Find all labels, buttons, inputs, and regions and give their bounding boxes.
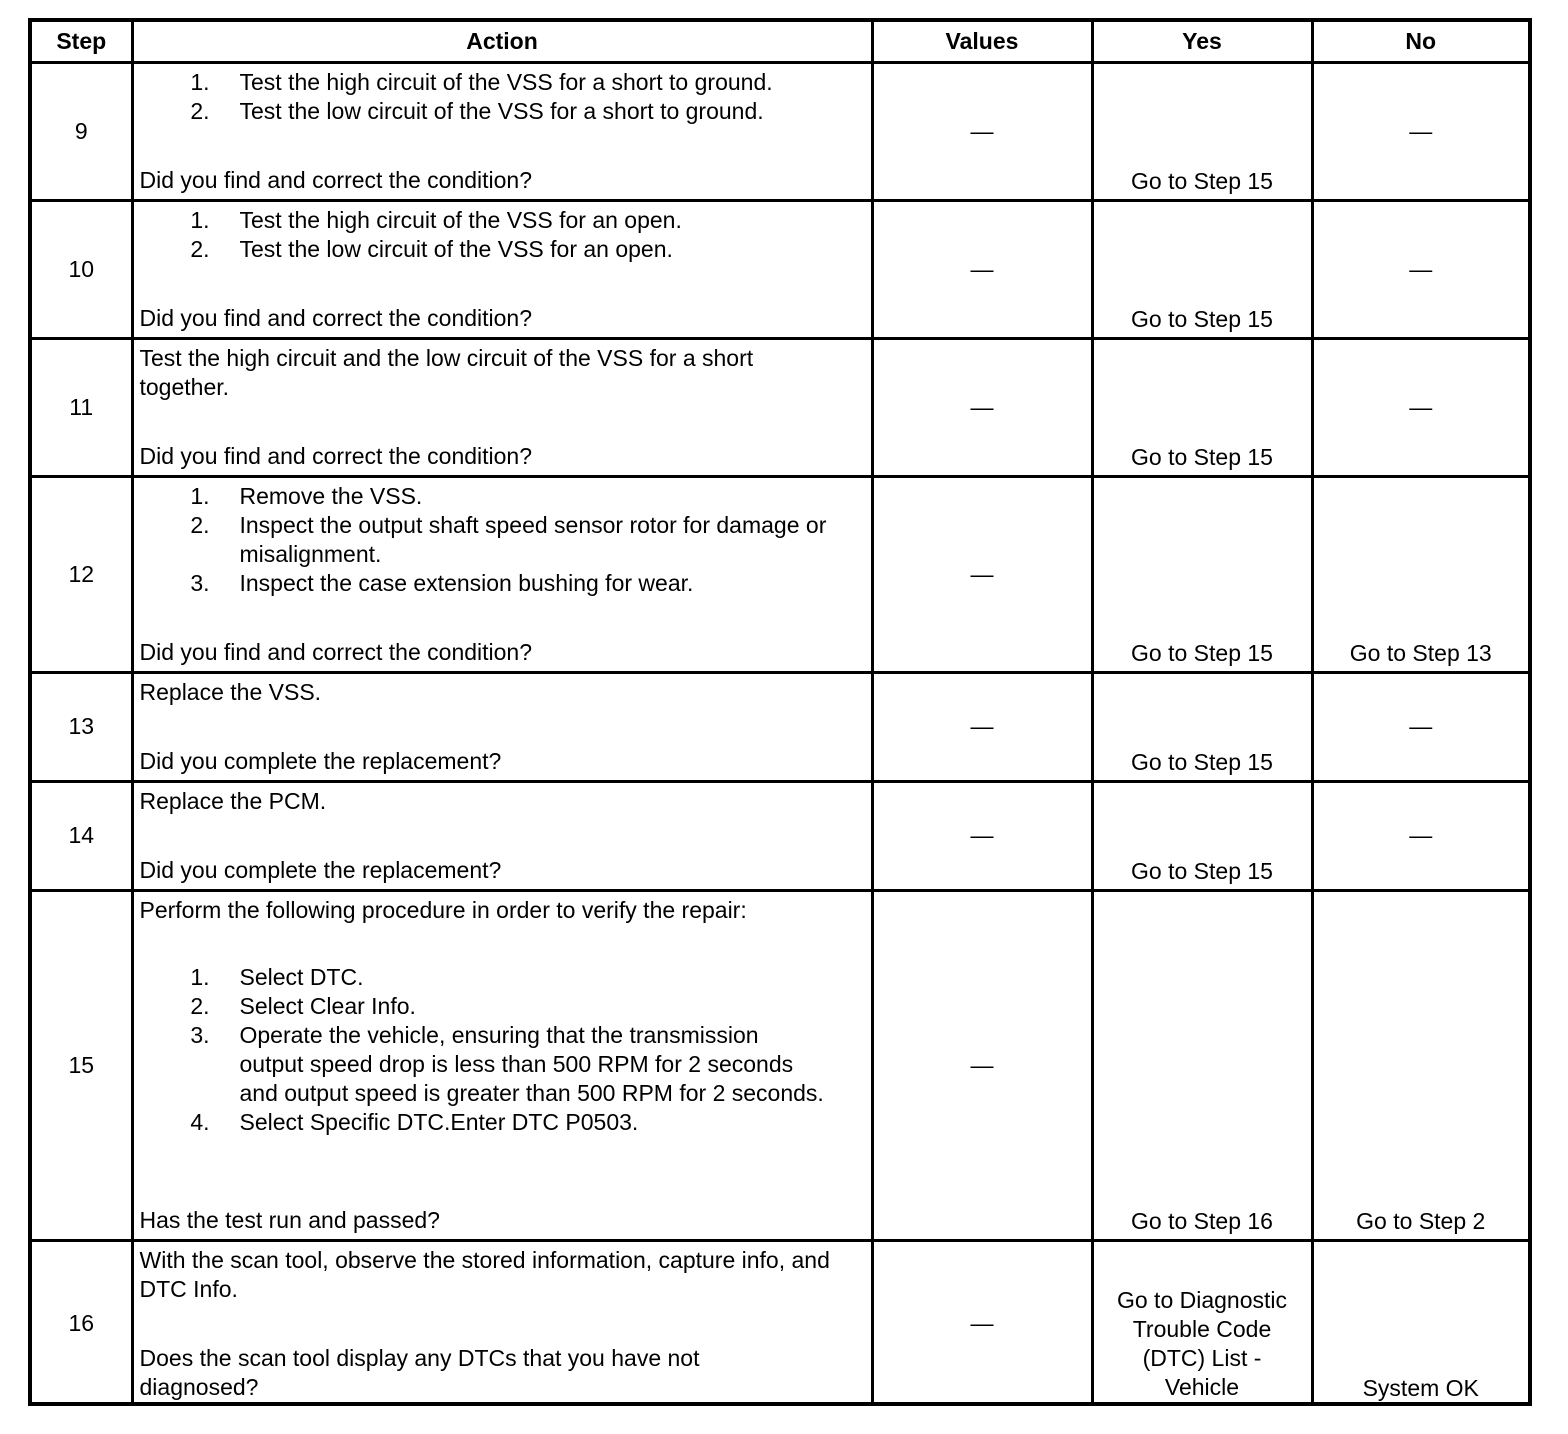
list-item: 3. Operate the vehicle, ensuring that the transmission output speed drop is less than 500 RPM for 2 seconds and output speed is greater than 500 RPM for 2 seconds. <box>190 1021 824 1106</box>
action-list <box>140 482 865 598</box>
list-item: 2. Test the low circuit of the VSS for a short to ground. <box>190 97 764 124</box>
list-item: 2. Test the low circuit of the VSS for an open. <box>190 235 673 262</box>
step-number: 11 <box>32 338 132 476</box>
action-question: Did you complete the replacement? <box>139 747 502 774</box>
header-step: Step <box>32 22 132 62</box>
table-header-row <box>32 22 1528 62</box>
values-cell: — <box>872 338 1092 476</box>
values-cell: — <box>872 476 1092 672</box>
action-list <box>140 206 865 264</box>
header-values: Values <box>872 22 1092 62</box>
action-question: Did you complete the replacement? <box>139 856 502 883</box>
action-cell <box>132 338 872 476</box>
yes-cell: Go to Step 15 <box>1092 62 1312 200</box>
header-yes: Yes <box>1092 22 1312 62</box>
yes-cell: Go to Step 15 <box>1092 476 1312 672</box>
values-cell: — <box>872 781 1092 890</box>
yes-cell: Go to Step 16 <box>1092 890 1312 1240</box>
action-lead: Replace the VSS. <box>139 678 322 705</box>
action-cell <box>132 200 872 338</box>
action-list <box>140 68 865 126</box>
values-cell: — <box>872 890 1092 1240</box>
no-cell: Go to Step 13 <box>1312 476 1528 672</box>
action-question: Did you find and correct the condition? <box>139 638 533 665</box>
yes-cell: Go to Step 15 <box>1092 200 1312 338</box>
yes-cell: Go to Step 15 <box>1092 672 1312 781</box>
action-question: Did you find and correct the condition? <box>139 166 533 193</box>
table-row <box>32 62 1528 200</box>
action-question: Has the test run and passed? <box>139 1206 440 1233</box>
table-row <box>32 338 1528 476</box>
table-row <box>32 781 1528 890</box>
header-action: Action <box>132 22 872 62</box>
step-number: 14 <box>32 781 132 890</box>
no-cell: — <box>1312 200 1528 338</box>
values-cell: — <box>872 62 1092 200</box>
no-cell: — <box>1312 672 1528 781</box>
step-number: 13 <box>32 672 132 781</box>
list-item: 1. Select DTC. <box>190 963 364 990</box>
values-cell: — <box>872 672 1092 781</box>
yes-cell: Go to Step 15 <box>1092 781 1312 890</box>
table-row <box>32 200 1528 338</box>
list-item: 1. Test the high circuit of the VSS for an open. <box>190 206 682 233</box>
list-item: 3. Inspect the case extension bushing for wear. <box>190 569 694 596</box>
action-cell <box>132 672 872 781</box>
step-number: 15 <box>32 890 132 1240</box>
list-item: 2. Select Clear Info. <box>190 992 416 1019</box>
diagnostic-steps-table <box>32 22 1528 1406</box>
table-row <box>32 890 1528 1240</box>
values-cell: — <box>872 1240 1092 1406</box>
diagnostic-table-page <box>28 18 1532 1406</box>
step-number: 10 <box>32 200 132 338</box>
values-cell: — <box>872 200 1092 338</box>
list-item: 1. Remove the VSS. <box>190 482 423 509</box>
step-number: 12 <box>32 476 132 672</box>
action-question: Did you find and correct the condition? <box>139 442 533 469</box>
list-item: 4. Select Specific DTC.Enter DTC P0503. <box>190 1108 639 1135</box>
step-number: 9 <box>32 62 132 200</box>
action-cell <box>132 1240 872 1406</box>
no-cell: — <box>1312 62 1528 200</box>
no-cell: — <box>1312 781 1528 890</box>
table-row <box>32 672 1528 781</box>
yes-cell: Go to Step 15 <box>1092 338 1312 476</box>
action-question: Does the scan tool display any DTCs that you have not diagnosed? <box>139 1345 700 1400</box>
action-lead: Replace the PCM. <box>139 787 327 814</box>
header-no: No <box>1312 22 1528 62</box>
table-row <box>32 1240 1528 1406</box>
action-question: Did you find and correct the condition? <box>139 304 533 331</box>
action-cell <box>132 890 872 1240</box>
action-cell <box>132 781 872 890</box>
action-cell <box>132 476 872 672</box>
no-cell: Go to Step 2 <box>1312 890 1528 1240</box>
action-lead: With the scan tool, observe the stored information, capture info, and DTC Info. <box>139 1246 830 1302</box>
action-cell <box>132 62 872 200</box>
no-cell: System OK <box>1312 1240 1528 1406</box>
action-list <box>140 963 865 1137</box>
list-item: 2. Inspect the output shaft speed sensor rotor for damage or misalignment. <box>190 511 827 567</box>
action-lead: Perform the following procedure in order to verify the repair: <box>139 896 747 923</box>
no-cell: — <box>1312 338 1528 476</box>
action-lead: Test the high circuit and the low circuit of the VSS for a short together. <box>139 344 754 400</box>
list-item: 1. Test the high circuit of the VSS for a short to ground. <box>190 68 773 95</box>
yes-cell: Go to Diagnostic Trouble Code (DTC) List - Vehicle <box>1092 1240 1312 1406</box>
step-number: 16 <box>32 1240 132 1406</box>
table-row <box>32 476 1528 672</box>
